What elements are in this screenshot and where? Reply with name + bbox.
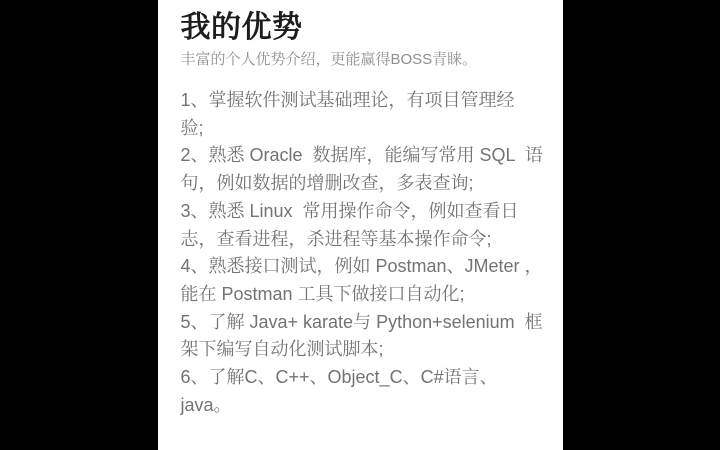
advantage-item-6 — [181, 364, 545, 419]
advantage-line: 架下编写自动化测试脚本; — [180, 339, 384, 360]
advantage-item-2 — [181, 142, 545, 197]
advantage-line: 志，查看进程，杀进程等基本操作命令; — [180, 228, 492, 249]
advantage-line: java。 — [180, 394, 232, 415]
advantage-line: 3、熟悉 Linux 常用操作命令，例如查看日 — [180, 200, 519, 221]
advantage-line: 能在 Postman 工具下做接口自动化; — [180, 283, 465, 304]
advantage-line: 4、熟悉接口测试，例如 Postman、JMeter ， — [180, 256, 543, 277]
advantage-line: 6、了解C、C++、Object_C、C#语言、 — [180, 367, 498, 388]
advantage-item-4 — [181, 253, 545, 308]
advantage-line: 1、掌握软件测试基础理论，有项目管理经 — [180, 90, 515, 110]
advantages-list — [181, 87, 545, 419]
advantage-item-5 — [181, 309, 545, 364]
page-title: 我的优势 — [180, 11, 303, 44]
advantage-card — [158, 0, 563, 450]
advantage-line: 句，例如数据的增删改查，多表查询; — [180, 173, 474, 194]
advantage-line: 5、了解 Java+ karate与 Python+selenium 框 — [180, 311, 543, 332]
advantage-line: 2、熟悉 Oracle 数据库，能编写常用 SQL 语 — [180, 145, 543, 166]
advantage-line: 验; — [180, 117, 204, 138]
advantage-item-3 — [181, 198, 545, 253]
advantage-item-1 — [181, 87, 545, 142]
page-subtitle: 丰富的个人优势介绍，更能赢得BOSS青睐。 — [180, 51, 478, 68]
